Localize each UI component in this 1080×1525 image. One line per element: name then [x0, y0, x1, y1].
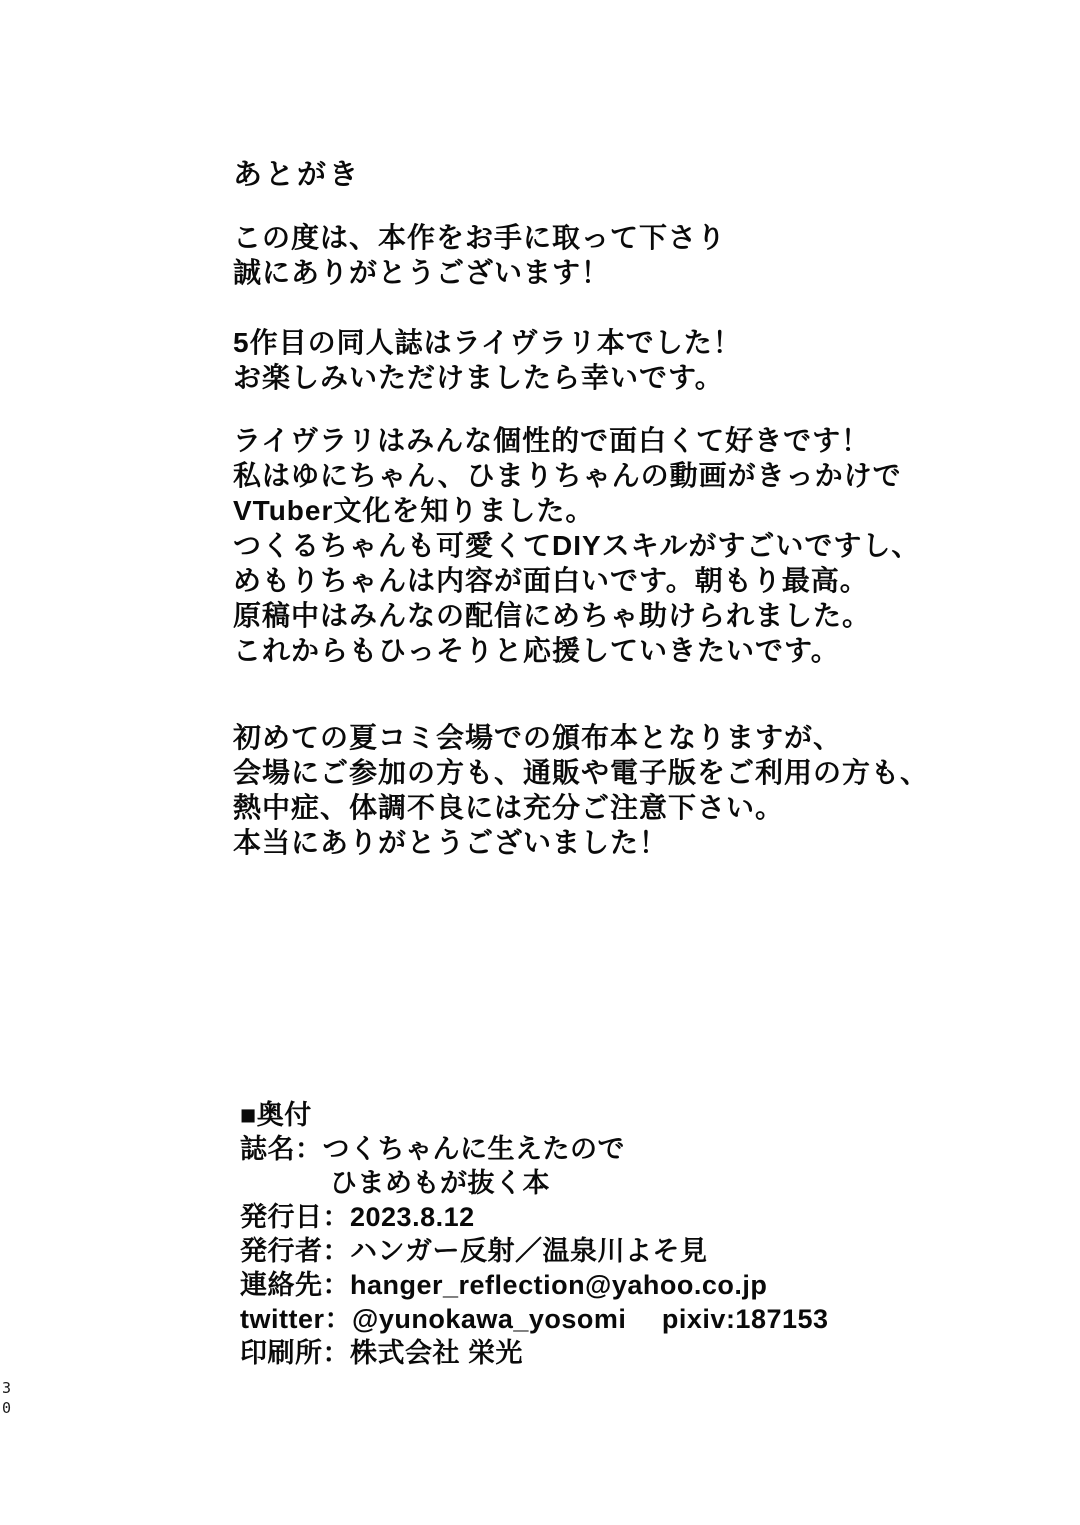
afterword-heading: あとがき — [233, 159, 362, 191]
afterword-body — [233, 158, 929, 860]
text-line: 誠にありがとうございます！ — [233, 257, 611, 288]
text-line: 5作目の同人誌はライヴラリ本でした！ — [233, 327, 742, 358]
text-line: つくるちゃんも可愛くてDIYスキルがすごいですし、 — [233, 530, 921, 561]
text-line: この度は、本作をお手に取って下さり — [233, 222, 727, 253]
text-line: VTuber文化を知りました。 — [233, 495, 595, 526]
afterword-paragraph-fifth-book — [233, 325, 929, 395]
colophon-line-social-accounts: twitter：@yunokawa_yosomi pixiv:187153 — [240, 1304, 829, 1334]
colophon-heading: ■奥付 — [240, 1100, 312, 1130]
text-line: 私はゆにちゃん、ひまりちゃんの動画がきっかけで — [233, 460, 902, 491]
colophon-line-publisher: 発行者：ハンガー反射／温泉川よそ見 — [240, 1236, 708, 1266]
text-line: 初めての夏コミ会場での頒布本となりますが、 — [233, 722, 843, 753]
text-line: ライヴラリはみんな個性的で面白くて好きです！ — [233, 425, 871, 456]
colophon-line-contact-email: 連絡先：hanger_reflection@yahoo.co.jp — [240, 1270, 768, 1300]
page-number-digit: 0 — [2, 1399, 12, 1417]
text-line: お楽しみいただけましたら幸いです。 — [233, 362, 724, 393]
text-line: めもりちゃんは内容が面白いです。朝もり最高。 — [233, 565, 869, 596]
page-number — [2, 1378, 11, 1418]
afterword-paragraph-vtuber — [233, 423, 929, 668]
colophon — [240, 1098, 829, 1370]
colophon-line-printer: 印刷所：株式会社 栄光 — [240, 1338, 524, 1368]
text-line: 本当にありがとうございました！ — [233, 827, 669, 858]
colophon-line-title: 誌名：つくちゃんに生えたので — [240, 1134, 625, 1164]
afterword-paragraph-comiket — [233, 720, 929, 860]
page-number-digit: 3 — [2, 1379, 12, 1397]
text-line: 会場にご参加の方も、通販や電子版をご利用の方も、 — [233, 757, 930, 788]
colophon-line-title-2: ひまめもが抜く本 — [330, 1168, 550, 1198]
afterword-paragraph-thanks — [233, 220, 929, 290]
text-line: 熱中症、体調不良には充分ご注意下さい。 — [233, 792, 785, 823]
colophon-line-publish-date: 発行日：2023.8.12 — [240, 1202, 475, 1232]
text-line: 原稿中はみんなの配信にめちゃ助けられました。 — [233, 600, 872, 631]
text-line: これからもひっそりと応援していきたいです。 — [233, 635, 840, 666]
